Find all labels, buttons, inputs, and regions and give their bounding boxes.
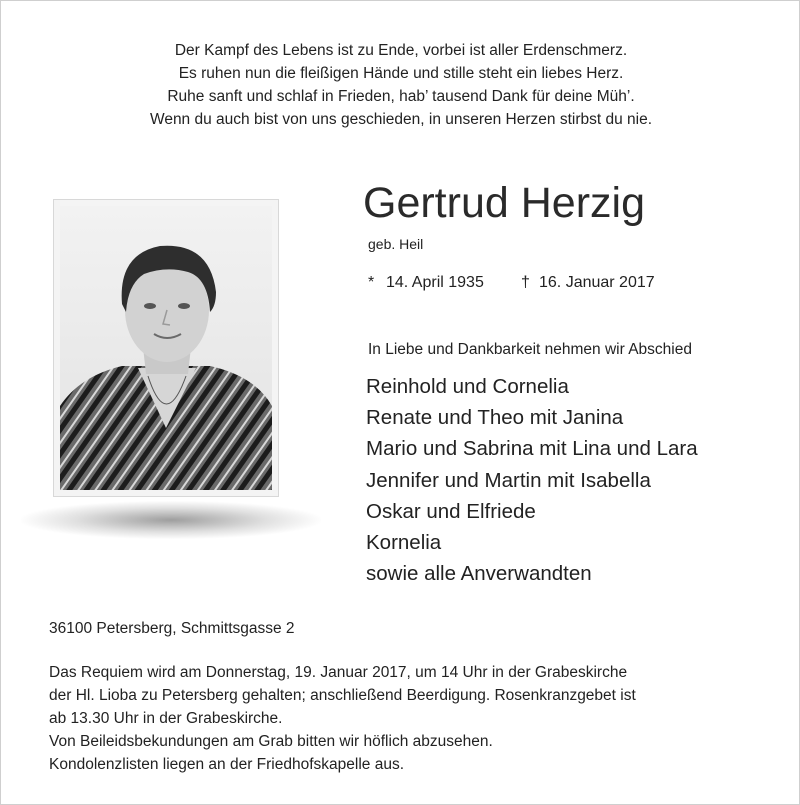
portrait-photo (60, 206, 272, 490)
service-information (49, 661, 759, 776)
mourner-entry: Oskar und Elfriede (366, 499, 536, 523)
mourner-entry: Kornelia (366, 531, 442, 555)
family-address: 36100 Petersberg, Schmittsgasse 2 (49, 620, 295, 637)
poem-line: Der Kampf des Lebens ist zu Ende, vorbei ist aller Erdenschmerz. (174, 42, 628, 59)
life-dates (368, 273, 655, 293)
mourner-entry: sowie alle Anverwandten (366, 562, 592, 586)
poem-line: Ruhe sanft und schlaf in Frieden, hab’ tausend Dank für deine Müh’. (167, 88, 635, 105)
mourner-entry: Reinhold und Cornelia (366, 375, 569, 398)
service-line: der Hl. Lioba zu Petersberg gehalten; anschließend Beerdigung. Rosenkranzgebet ist (49, 687, 636, 704)
service-line: Von Beileidsbekundungen am Grab bitten wir höflich abzusehen. (49, 733, 493, 750)
birth-date: 14. April 1935 (386, 274, 484, 291)
maiden-name: geb. Heil (368, 236, 424, 252)
service-line: ab 13.30 Uhr in der Grabeskirche. (49, 710, 283, 727)
death-date: 16. Januar 2017 (539, 274, 655, 291)
poem-line: Es ruhen nun die fleißigen Hände und stille steht ein liebes Herz. (178, 65, 624, 82)
birth-star-icon: * (368, 274, 375, 291)
poem-line: Wenn du auch bist von uns geschieden, in unseren Herzen stirbst du nie. (149, 111, 653, 128)
mourner-entry: Mario und Sabrina mit Lina und Lara (366, 437, 698, 461)
memorial-poem (1, 39, 800, 131)
photo-shadow (21, 501, 321, 539)
mourners-list (366, 371, 698, 589)
death-cross-icon: † (521, 274, 530, 291)
mourner-entry: Renate und Theo mit Janina (366, 406, 624, 430)
portrait-illustration (60, 206, 272, 490)
service-line: Das Requiem wird am Donnerstag, 19. Januar 2017, um 14 Uhr in der Grabeskirche (49, 664, 628, 681)
deceased-name: Gertrud Herzig (363, 179, 645, 227)
farewell-line: In Liebe und Dankbarkeit nehmen wir Abschied (368, 341, 692, 358)
mourner-entry: Jennifer und Martin mit Isabella (366, 468, 651, 492)
service-line: Kondolenzlisten liegen an der Friedhofskapelle aus. (49, 756, 405, 773)
portrait-photo-frame (53, 199, 279, 497)
